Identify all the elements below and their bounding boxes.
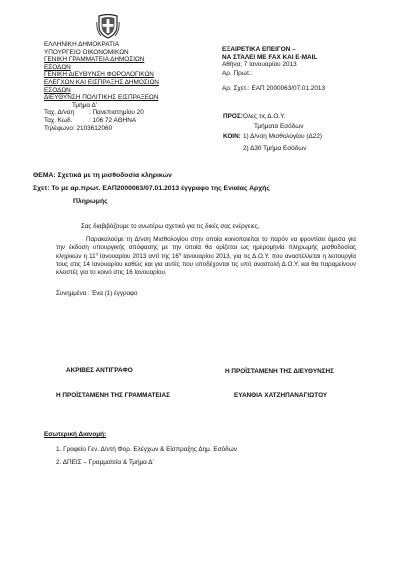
cc-line: 1) Δ/νση Μισθολογίου (Δ22) xyxy=(243,133,323,140)
related-protocol: Αρ. Σχετ.: ΕΑΠ 2000063/07.01.2013 xyxy=(222,85,326,93)
director-title: Η ΠΡΟΪΣΤΑΜΕΝΗ ΤΗΣ ΔΙΕΥΘΥΝΣΗΣ xyxy=(225,368,334,375)
urgent-notice: ΕΞΑΙΡΕΤΙΚΑ ΕΠΕΙΓΟΝ – xyxy=(222,46,296,53)
cc-line: 2) Δ30 Τμήμα Εσόδων xyxy=(243,145,307,152)
body-paragraph-main: Παρακαλούμε τη Δ/νση Μισθολογίου στην οποία κοινοποιείται το παρόν να φροντίσει άμεσα για την έκδοση υπουργικής απόφασης με την οποία θα ορίζεται ως ημερομηνία πληρωμής μισθοδοσίας κληρικών η $11^\eta$ Ιανουαρίου 2013 αντί της $16^\eta$ Ιανουαρίου 2013, για τις Δ.Ο.Υ. που αναστέλλεται η λειτουργία τους στις 14 Ιανουαρίου καθώς και για αυτές που υποδέχονται τις υπό αναστολή Δ.Ο.Υ. και θα παραμείνουν κλειστές για το κοινό στις 16 Ιανουαρίου. xyxy=(56,236,356,277)
sender-line: ΕΣΟΔΩΝ xyxy=(44,63,71,71)
address-value: : Πανεπιστημίου 20 xyxy=(89,109,144,117)
urgent-notice: ΝΑ ΣΤΑΛΕΙ ΜΕ FAX ΚΑΙ E-MAIL xyxy=(222,53,318,61)
header-right-block xyxy=(222,46,325,93)
attachments-line: Συνημμένα : Ένα (1) έγγραφο xyxy=(56,290,138,297)
document-date: Αθήνα, 7 Ιανουαρίου 2013 xyxy=(222,61,297,69)
subject-line xyxy=(33,172,172,179)
secretariat-head-title: Η ΠΡΟΪΣΤΑΜΕΝΗ ΤΗΣ ΓΡΑΜΜΑΤΕΙΑΣ xyxy=(56,392,170,399)
reference-line-continued: Πληρωμής xyxy=(73,198,108,205)
sender-line: ΓΕΝΙΚΗ ΔΙΕΥΘΥΝΣΗ ΦΟΡΟΛΟΓΙΚΩΝ xyxy=(44,71,154,79)
body-paragraph-intro: Σας διαβιβάζουμε το ανωτέρω σχετικό για τις δικές σας ενέργειες. xyxy=(81,223,260,230)
sender-line: ΥΠΟΥΡΓΕΙΟ ΟΙΚΟΝΟΜΙΚΩΝ xyxy=(44,48,129,56)
sender-line: ΔΙΕΥΘΥΝΣΗ ΠΟΛΙΤΙΚΗΣ ΕΙΣΠΡΑΞΕΩΝ xyxy=(44,94,159,102)
postcode-label: Ταχ. Κωδ. xyxy=(44,116,73,124)
cc-label: ΚΟΙΝ: xyxy=(223,133,241,140)
sender-line: Τμήμα Δ' xyxy=(72,101,97,109)
sender-line: ΕΛΕΓΧΩΝ ΚΑΙ ΕΙΣΠΡΑΞΗΣ ΔΗΜΟΣΙΩΝ xyxy=(44,78,159,86)
address-label: Ταχ. Δ/νση xyxy=(44,109,75,117)
director-name: ΕΥΑΝΘΙΑ ΧΑΤΖΗΠΑΝΑΓΙΩΤΟΥ xyxy=(234,392,328,399)
protocol-number: Αρ. Πρωτ.: xyxy=(222,69,253,77)
internal-distribution-title: Εσωτερική Διανομή: xyxy=(44,431,107,438)
sender-line: ΓΕΝΙΚΗ ΓΡΑΜΜΑΤΕΙΑ ΔΗΜΟΣΙΩΝ xyxy=(44,56,145,64)
sender-line: ΕΣΟΔΩΝ xyxy=(44,86,71,94)
subject-label: ΘΕΜΑ: xyxy=(33,172,56,179)
sender-line: ΕΛΛΗΝΙΚΗ ΔΗΜΟΚΡΑΤΙΑ xyxy=(44,41,120,48)
recipients-block xyxy=(223,113,383,155)
sender-block xyxy=(44,41,159,132)
hellenic-republic-emblem-icon xyxy=(96,14,120,39)
distribution-item: 1. Γραφείο Γεν. Δ/ντή Φορ. Ελέγχων & Είσπραξης Δημ. Εσόδων xyxy=(56,446,237,453)
to-label: ΠΡΟΣ: xyxy=(223,113,243,120)
to-line: Όλες τις Δ.Ο.Υ. xyxy=(243,113,286,120)
true-copy-label: ΑΚΡΙΒΕΣ ΑΝΤΙΓΡΑΦΟ xyxy=(66,367,133,374)
subject-text: Σχετικά με τη μισθοδοσία κληρικών xyxy=(57,172,172,179)
to-line: Τμήματα Εσόδων xyxy=(254,123,304,130)
postcode-value: : 106 72 ΑΘΗΝΑ xyxy=(89,116,137,124)
distribution-item: 2. ΔΠΕΙΣ – Γραμματεία & Τμήμα Δ' xyxy=(56,459,154,466)
phone-number: Τηλέφωνο: 2103612060 xyxy=(44,124,113,132)
reference-line: Σχετ: Το με αρ.πρωτ. ΕΑΠ2000063/07.01.2013 έγγραφο της Ενιαίας Αρχής xyxy=(33,185,270,192)
